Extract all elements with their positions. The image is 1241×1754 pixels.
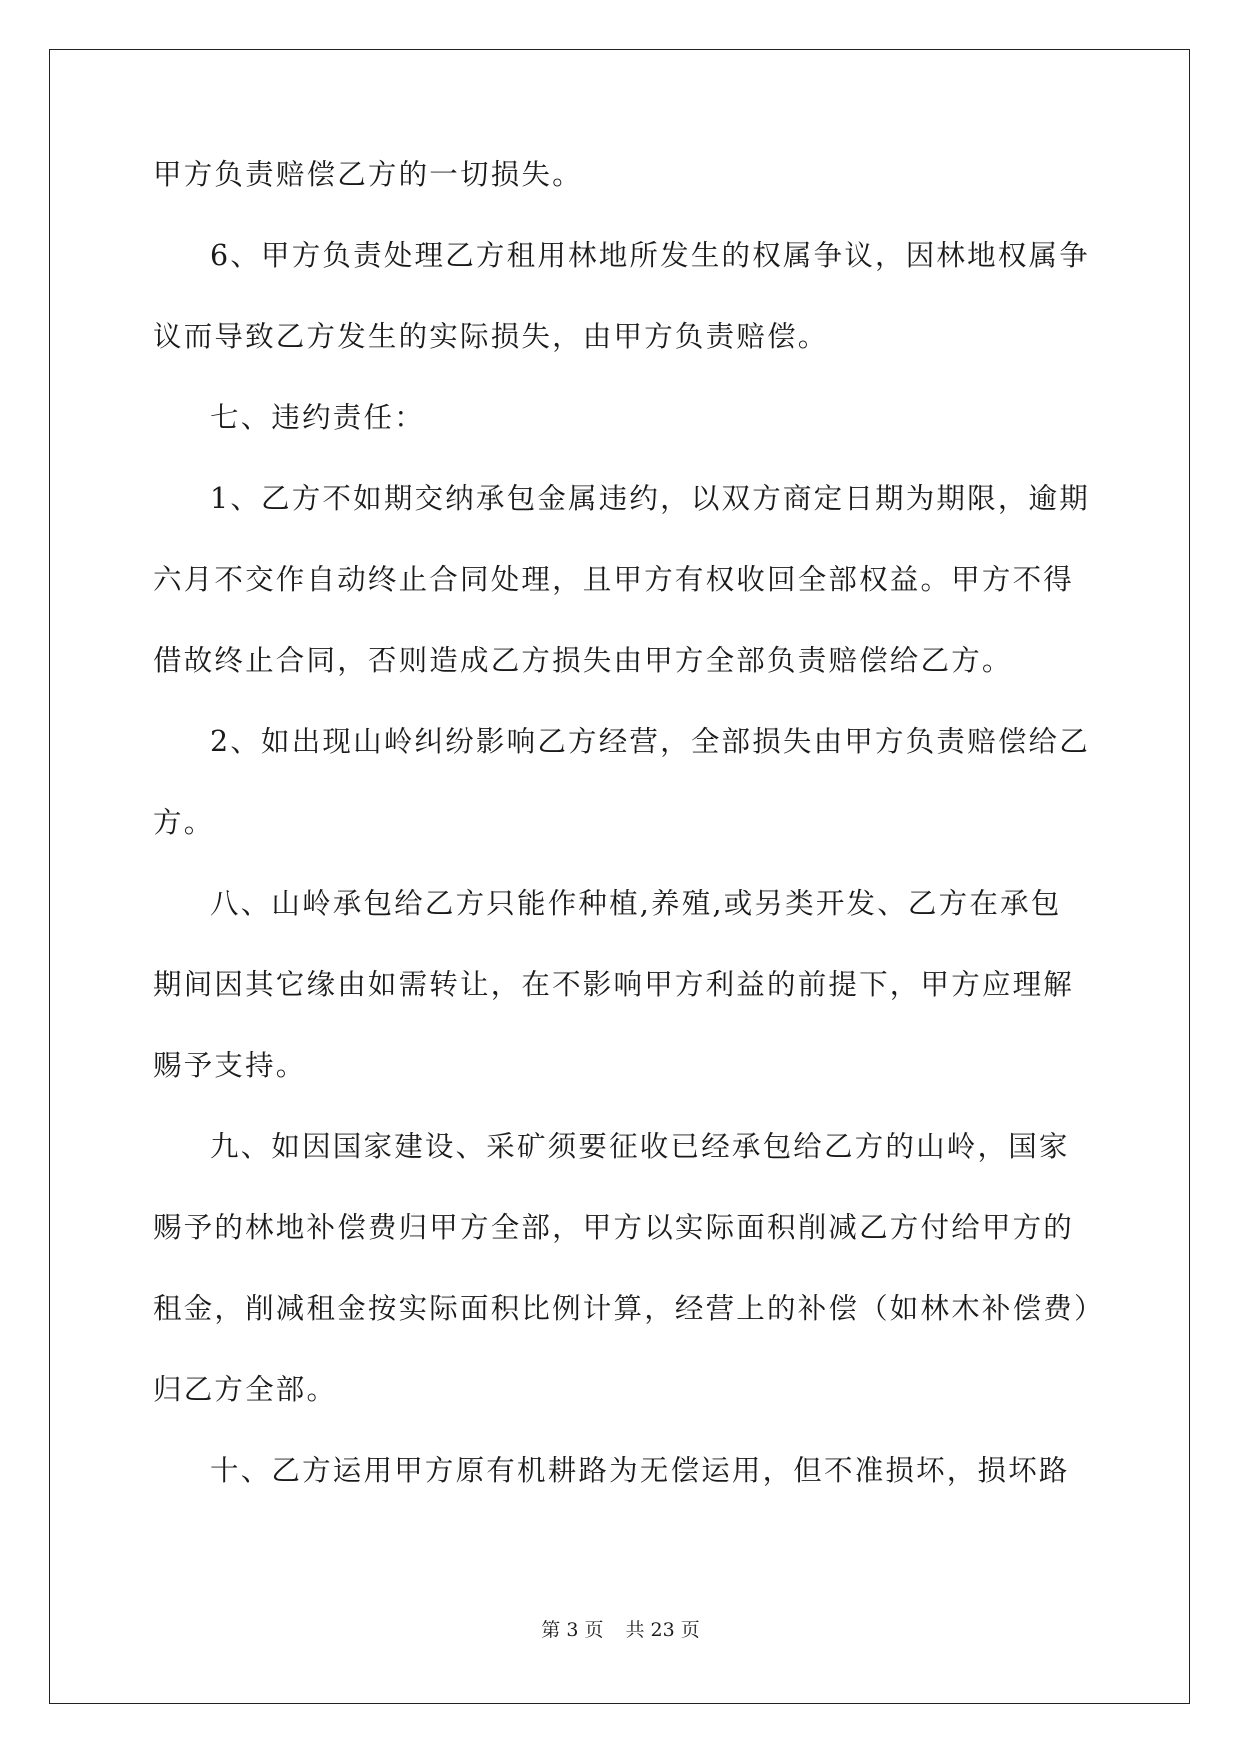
text-line: 期间因其它缘由如需转让，在不影响甲方利益的前提下，甲方应理解 bbox=[153, 968, 1075, 1001]
text-line: 十、乙方运用甲方原有机耕路为无偿运用，但不准损坏，损坏路 bbox=[210, 1454, 1070, 1487]
text-line: 八、山岭承包给乙方只能作种植,养殖,或另类开发、乙方在承包 bbox=[210, 887, 1062, 920]
paragraph-1 bbox=[153, 154, 1086, 195]
paragraph-6 bbox=[153, 883, 1086, 1086]
page-footer bbox=[0, 1615, 1241, 1642]
total-pages: 共 23 页 bbox=[625, 1619, 700, 1641]
section-heading-liability bbox=[153, 397, 1086, 438]
text-line: 议而导致乙方发生的实际损失，由甲方负责赔偿。 bbox=[153, 320, 829, 353]
text-line: 六月不交作自动终止合同处理，且甲方有权收回全部权益。甲方不得 bbox=[153, 563, 1075, 596]
paragraph-7 bbox=[153, 1126, 1105, 1410]
page-number: 第 3 页 bbox=[541, 1619, 604, 1641]
document-body bbox=[153, 154, 1105, 1531]
text-line: 租金，削减租金按实际面积比例计算，经营上的补偿（如林木补偿费） bbox=[153, 1292, 1105, 1325]
text-line: 归乙方全部。 bbox=[153, 1373, 338, 1406]
text-line: 2、如出现山岭纠纷影响乙方经营，全部损失由甲方负责赔偿给乙 bbox=[210, 725, 1090, 758]
paragraph-4 bbox=[153, 478, 1090, 681]
text-line: 甲方负责赔偿乙方的一切损失。 bbox=[153, 158, 583, 191]
text-line: 七、违约责任： bbox=[210, 401, 425, 434]
text-line: 方。 bbox=[153, 806, 215, 839]
paragraph-8 bbox=[153, 1450, 1086, 1491]
text-line: 九、如因国家建设、采矿须要征收已经承包给乙方的山岭，国家 bbox=[210, 1130, 1070, 1163]
text-line: 赐予的林地补偿费归甲方全部，甲方以实际面积削减乙方付给甲方的 bbox=[153, 1211, 1075, 1244]
text-line: 赐予支持。 bbox=[153, 1049, 307, 1082]
text-line: 借故终止合同，否则造成乙方损失由甲方全部负责赔偿给乙方。 bbox=[153, 644, 1013, 677]
text-line: 1、乙方不如期交纳承包金属违约，以双方商定日期为期限，逾期 bbox=[210, 482, 1090, 515]
paragraph-2 bbox=[153, 235, 1090, 357]
paragraph-5 bbox=[153, 721, 1090, 843]
text-line: 6、甲方负责处理乙方租用林地所发生的权属争议，因林地权属争 bbox=[210, 239, 1090, 272]
